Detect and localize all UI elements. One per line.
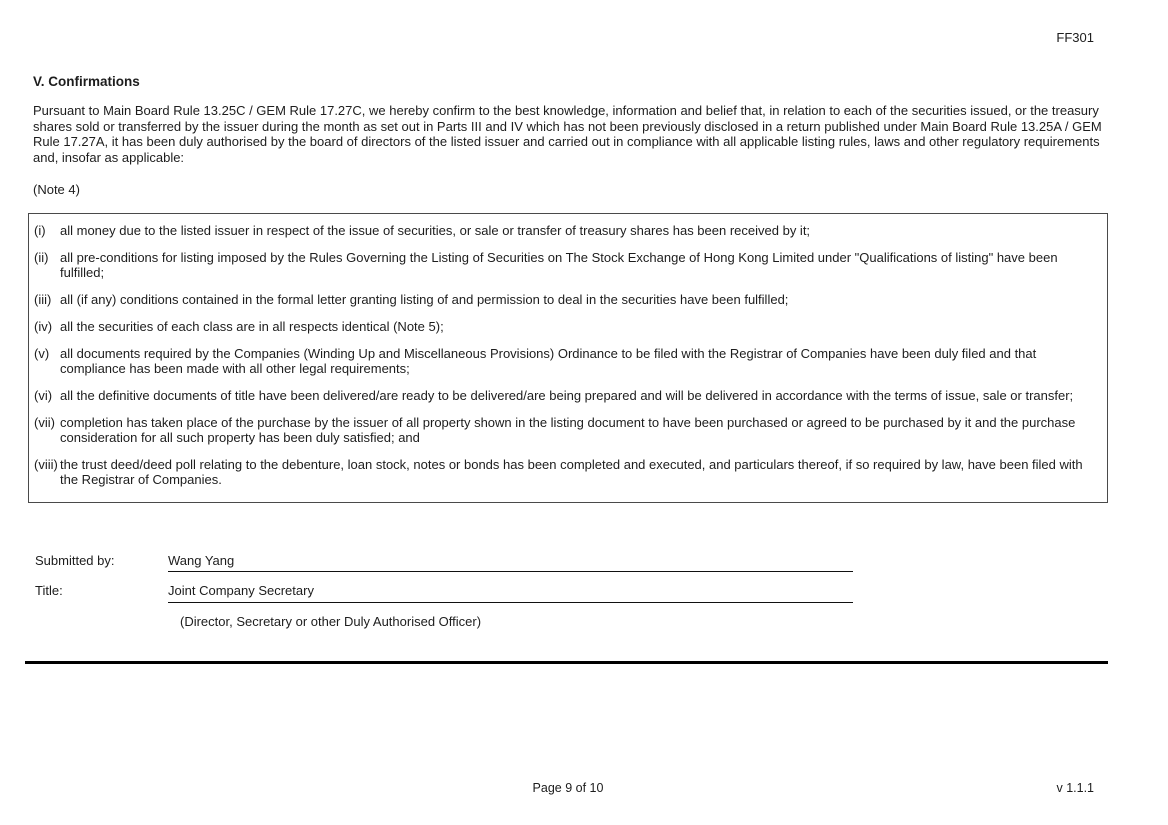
page-footer bbox=[28, 781, 1108, 797]
confirmation-item-ii bbox=[32, 250, 1095, 280]
submitted-by-row bbox=[35, 553, 1108, 573]
item-marker: (iii) bbox=[34, 291, 52, 307]
item-text: all pre-conditions for listing imposed by the Rules Governing the Listing of Securities on The Stock Exchange of Hong Kong Limited under "Qualifications of listing" have been fulfilled; bbox=[60, 249, 1058, 280]
title-row bbox=[35, 583, 1108, 603]
submitted-by-field: Wang Yang bbox=[168, 553, 853, 573]
note-reference: (Note 4) bbox=[33, 182, 80, 197]
confirmations-box bbox=[28, 213, 1108, 503]
title-hint: (Director, Secretary or other Duly Authorised Officer) bbox=[180, 613, 482, 629]
item-marker: (v) bbox=[34, 345, 50, 361]
title-label: Title: bbox=[35, 583, 63, 598]
item-marker: (iv) bbox=[34, 318, 53, 334]
confirmation-item-v bbox=[32, 346, 1095, 376]
item-text: all money due to the listed issuer in respect of the issue of securities, or sale or transfer of treasury shares has been received by it; bbox=[60, 222, 811, 238]
item-marker: (i) bbox=[34, 222, 46, 238]
confirmation-item-iv bbox=[32, 319, 1095, 334]
signature-block bbox=[35, 553, 1108, 630]
item-text: all the definitive documents of title have been delivered/are ready to be delivered/are being prepared and will be delivered in accordance with the terms of issue, sale or transfer; bbox=[60, 387, 1074, 403]
confirmation-item-i bbox=[32, 223, 1095, 238]
intro-paragraph: Pursuant to Main Board Rule 13.25C / GEM Rule 17.27C, we hereby confirm to the best knowledge, information and belief that, in relation to each of the securities issued, or the treasury shares sold or transferred by the issuer during the month as set out in Parts III and IV which has not been previously disclosed in a return published under Main Board Rule 13.25A / GEM Rule 17.27A, it has been duly authorised by the board of directors of the listed issuer and carried out in compliance with all applicable listing rules, laws and other regulatory requirements and, insofar as applicable: bbox=[33, 103, 1102, 165]
item-marker: (vii) bbox=[34, 414, 55, 430]
confirmation-item-iii bbox=[32, 292, 1095, 307]
page-indicator: Page 9 of 10 bbox=[532, 781, 604, 795]
item-marker: (viii) bbox=[34, 456, 58, 472]
item-text: all (if any) conditions contained in the formal letter granting listing of and permission to deal in the securities have been fulfilled; bbox=[60, 291, 789, 307]
title-field: Joint Company Secretary bbox=[168, 583, 853, 603]
confirmation-item-vii bbox=[32, 415, 1095, 445]
item-marker: (ii) bbox=[34, 249, 49, 265]
version-label: v 1.1.1 bbox=[1056, 781, 1094, 795]
item-text: all the securities of each class are in all respects identical (Note 5); bbox=[60, 318, 444, 334]
document-content bbox=[28, 0, 1108, 797]
item-text: the trust deed/deed poll relating to the debenture, loan stock, notes or bonds has been completed and executed, and particulars thereof, if so required by law, have been filed with the Registrar of Companies. bbox=[60, 456, 1083, 487]
item-marker: (vi) bbox=[34, 387, 53, 403]
section-title: V. Confirmations bbox=[33, 73, 140, 89]
confirmation-item-viii bbox=[32, 457, 1095, 487]
form-code: FF301 bbox=[1056, 30, 1094, 45]
horizontal-rule bbox=[25, 661, 1108, 664]
item-text: completion has taken place of the purchase by the issuer of all property shown in the listing document to have been purchased or agreed to be purchased by it and the purchase consideration for all such property has been duly satisfied; and bbox=[60, 414, 1076, 445]
submitted-by-label: Submitted by: bbox=[35, 552, 115, 568]
confirmation-item-vi bbox=[32, 388, 1095, 403]
item-text: all documents required by the Companies (Winding Up and Miscellaneous Provisions) Ordinance to be filed with the Registrar of Companies have been duly filed and that compliance has been made with all other legal requirements; bbox=[60, 345, 1037, 376]
